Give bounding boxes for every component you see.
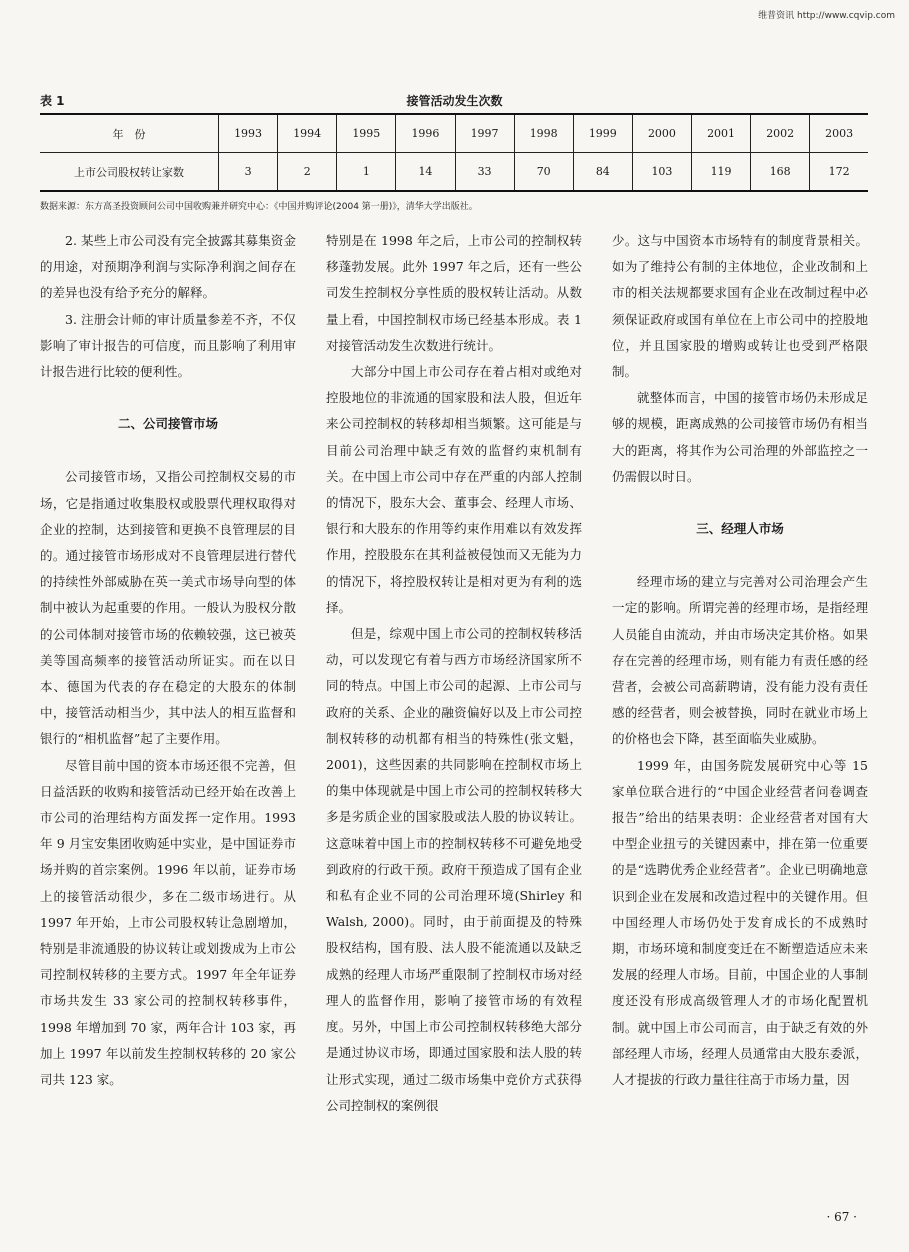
- value-cell: 33: [455, 153, 514, 192]
- value-cell: 103: [632, 153, 691, 192]
- table-label: 表 1: [40, 94, 65, 108]
- value-cell: 172: [810, 153, 868, 192]
- table-title: 接管活动发生次数: [406, 94, 503, 108]
- section-heading: 二、公司接管市场: [117, 416, 218, 432]
- paragraph: 尽管目前中国的资本市场还很不完善，但日益活跃的收购和接管活动已经开始在改善上市公司的治理结构方面发挥一定作用。1993 年 9 月宝安集团收购延中实业，是中国证券市场并购的首宗案例。1996 年以前，证券市场上的接管活动很少，多在二级市场进行。从 1997 年开始，上市公司股权转让急剧增加，特别是非流通股的协议转让或划拨成为上市公司控制权转移的主要方式。1997 年全年证券市场共发生 33 家公司的控制权转移事件，1998 年增加到 70 家，两年合计 103 家，再加上 1997 年以前发生控制权转移的 20 家公司共 123 家。: [40, 757, 296, 1088]
- table-header-label: 年 份: [40, 114, 219, 153]
- text-column-right: [612, 228, 868, 1093]
- value-cell: 14: [396, 153, 455, 192]
- year-cell: 2001: [692, 114, 751, 153]
- text-column-middle: [326, 228, 582, 1119]
- value-cell: 3: [219, 153, 278, 192]
- paragraph: 经理市场的建立与完善对公司治理会产生一定的影响。所谓完善的经理市场，是指经理人员能自由流动，并由市场决定其价格。如果存在完善的经理市场，则有能力有责任感的经营者，会被公司高薪聘请，没有能力没有责任感的经营者，则会被替换，同时在就业市场上的价格也会下降，甚至面临失业威胁。: [612, 574, 868, 747]
- paragraph: 特别是在 1998 年之后，上市公司的控制权转移蓬勃发展。此外 1997 年之后，还有一些公司发生控制权分享性质的股权转让活动。从数量上看，中国控制权市场已经基本形成。表 1 对接管活动发生次数进行统计。: [326, 233, 582, 353]
- year-cell: 1998: [514, 114, 573, 153]
- paragraph: 1999 年，由国务院发展研究中心等 15 家单位联合进行的“中国企业经营者问卷调查报告”给出的结果表明：企业经营者对国有大中型企业扭亏的关键因素中，排在第一位重要的是“选聘优秀企业经营者”。企业已明确地意识到企业在发展和改造过程中的关键作用。但中国经理人市场仍处于发育成长的不成熟时期，市场环境和制度变迁在不断塑造适应未来发展的经理人市场。目前，中国企业的人事制度还没有形成高级管理人才的市场化配置机制。就中国上市公司而言，由于缺乏有效的外部经理人市场，经理人员通常由大股东委派，人才提拔的行政力量往往高于市场力量，因: [612, 757, 868, 1088]
- paragraph: 但是，综观中国上市公司的控制权转移活动，可以发现它有着与西方市场经济国家所不同的特点。中国上市公司的起源、上市公司与政府的关系、企业的融资偏好以及上市公司控制权转移的动机都有相当的特殊性(张文魁，2001)，这些因素的共同影响在控制权市场上的集中体现就是中国上市公司的控制权转移大多是劣质企业的国家股或法人股的协议转让。这意味着中国上市的控制权转移不可避免地受到政府的行政干预。政府干预造成了国有企业和私有企业不同的公司治理环境(Shirley 和 Walsh, 2000)。同时，由于前面提及的特殊股权结构，国有股、法人股不能流通以及缺乏成熟的经理人市场严重限制了控制权市场对经理人的监督作用，影响了接管市场的有效程度。另外，中国上市公司控制权转移绝大部分是通过协议市场，即通过国家股和法人股的转让形式实现，通过二级市场集中竞价方式获得公司控制权的案例很: [326, 626, 582, 1113]
- value-cell: 119: [692, 153, 751, 192]
- page-number: · 67 ·: [826, 1210, 857, 1224]
- year-cell: 1994: [278, 114, 337, 153]
- value-cell: 70: [514, 153, 573, 192]
- takeover-table: [40, 113, 868, 192]
- table-source-note: 数据来源：东方高圣投资顾问公司中国收购兼并研究中心：《中国并购评论(2004 第一册)》，清华大学出版社。: [40, 202, 478, 212]
- year-cell: 1997: [455, 114, 514, 153]
- year-cell: 2000: [632, 114, 691, 153]
- paragraph: 3. 注册会计师的审计质量参差不齐，不仅影响了审计报告的可信度，而且影响了利用审计报告进行比较的便利性。: [40, 311, 296, 380]
- paragraph: 少。这与中国资本市场特有的制度背景相关。如为了维持公有制的主体地位，企业改制和上市的相关法规都要求国有企业在改制过程中必须保证政府或国有单位在上市公司中的控股地位，并且国家股的增购或转让也受到严格限制。: [612, 233, 868, 380]
- value-cell: 2: [278, 153, 337, 192]
- paragraph: 就整体而言，中国的接管市场仍未形成足够的规模，距离成熟的公司接管市场仍有相当大的距离，将其作为公司治理的外部监控之一仍需假以时日。: [612, 390, 868, 484]
- paragraph: 大部分中国上市公司存在着占相对或绝对控股地位的非流通的国家股和法人股，但近年来公司控制权的转移却相当频繁。这可能是与目前公司治理中缺乏有效的监督约束机制有关。在中国上市公司中存在严重的内部人控制的情况下，股东大会、董事会、经理人市场、银行和大股东的作用等约束作用难以有效发挥作用，控股股东在其利益被侵蚀而又无能为力的情况下，将控股权转让是相对更为有利的选择。: [326, 364, 582, 615]
- table-header-row: [40, 114, 868, 153]
- table-row: [40, 153, 868, 192]
- paragraph: 2. 某些上市公司没有完全披露其募集资金的用途，对预期净利润与实际净利润之间存在的差异也没有给予充分的解释。: [40, 233, 296, 301]
- section-heading: 三、经理人市场: [696, 521, 784, 537]
- year-cell: 1999: [573, 114, 632, 153]
- year-cell: 2003: [810, 114, 868, 153]
- paragraph: 公司接管市场，又指公司控制权交易的市场，它是指通过收集股权或股票代理权取得对企业的控制，达到接管和更换不良管理层的目的。通过接管市场形成对不良管理层进行替代的持续性外部威胁在英一美式市场导向型的体制中被认为起重要的作用。一般认为股权分散的公司体制对接管市场的依赖较强，这已被英美等国高频率的接管活动所证实。而在以日本、德国为代表的存在稳定的大股东的体制中，接管活动相当少，其中法人的相互监督和银行的“相机监督”起了主要作用。: [40, 469, 296, 747]
- year-cell: 1993: [219, 114, 278, 153]
- value-cell: 84: [573, 153, 632, 192]
- watermark: 维普资讯 http://www.cqvip.com: [758, 11, 895, 21]
- text-column-left: [40, 228, 296, 1093]
- year-cell: 1995: [337, 114, 396, 153]
- table-row-label: 上市公司股权转让家数: [40, 153, 219, 192]
- value-cell: 168: [751, 153, 810, 192]
- year-cell: 1996: [396, 114, 455, 153]
- value-cell: 1: [337, 153, 396, 192]
- year-cell: 2002: [751, 114, 810, 153]
